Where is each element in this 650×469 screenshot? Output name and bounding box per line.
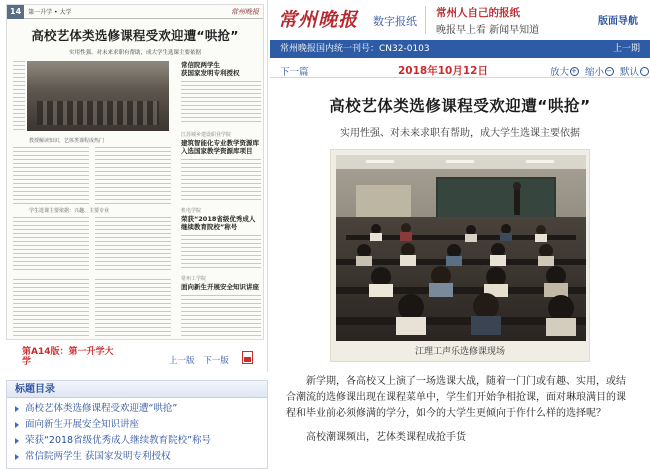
thumb-body <box>11 57 261 340</box>
thumb-text-column <box>13 217 89 273</box>
next-page-link[interactable]: 下一版 <box>203 356 229 366</box>
headline-item[interactable] <box>15 401 267 417</box>
thumb-inline-caption: 教授解读知识，艺体类课程成热门 <box>29 138 105 144</box>
headline-item[interactable] <box>15 433 267 449</box>
minus-icon: − <box>605 67 614 76</box>
article-title: 高校艺体类选修课程受欢迎遭“哄抢” <box>329 97 591 115</box>
thumb-text-column <box>13 61 25 133</box>
zoom-in-label: 放大 <box>550 67 570 78</box>
page-thumbnail-panel <box>0 0 268 372</box>
thumb-text-column <box>13 279 89 337</box>
zoom-controls <box>550 64 649 78</box>
zoom-out-label: 缩小 <box>585 67 605 78</box>
thumb-logo: 常州晚报 <box>231 7 259 16</box>
article-subtitle: 实用性强、对未来求职有帮助，成大学生选课主要依据 <box>340 128 580 139</box>
headline-item-label[interactable]: 荣获“2018省级优秀成人继续教育院校”称号 <box>25 435 212 446</box>
bullet-icon <box>15 454 19 460</box>
plus-icon: + <box>570 67 579 76</box>
thumb-text-column <box>181 235 261 269</box>
thumb-text-column <box>181 295 261 337</box>
bullet-icon <box>15 406 19 412</box>
headline-item[interactable] <box>15 449 267 465</box>
classroom-photo[interactable] <box>336 155 586 341</box>
bullet-icon <box>15 438 19 444</box>
zoom-default-label: 默认 <box>620 67 640 78</box>
article <box>278 82 642 446</box>
headline-item-label[interactable]: 常信院两学生 获国家发明专利授权 <box>25 451 171 462</box>
thumb-inline-caption: 学生选课主要依据：兴趣、主要专业 <box>29 208 110 214</box>
prev-page-link[interactable]: 上一版 <box>169 356 195 366</box>
thumb-text-column <box>13 147 89 205</box>
newspaper-page-thumbnail[interactable] <box>6 4 264 340</box>
page-footer <box>6 344 264 366</box>
thumb-side-title[interactable]: 建筑智能化专业教学资源库 入选国家教学资源库项目 <box>181 139 259 155</box>
slogan-secondary: 晚报早上看 新闻早知道 <box>436 25 540 36</box>
zoom-in-button[interactable] <box>550 64 579 78</box>
issue-info-bar <box>270 40 650 58</box>
thumb-subheadline: 实用性强、对未来求职有帮助，成大学生选课主要依据 <box>68 50 201 56</box>
article-figure <box>330 149 590 362</box>
pdf-icon[interactable] <box>242 351 253 364</box>
thumb-side-title[interactable]: 常信院两学生 获国家发明专利授权 <box>181 61 240 77</box>
slogan-primary: 常州人自己的报纸 <box>436 7 520 19</box>
headline-item-label[interactable]: 高校艺体类选修课程受欢迎遭“哄抢” <box>25 403 178 414</box>
issue-date: 2018年10月12日 <box>398 65 488 77</box>
thumb-headline[interactable]: 高校艺体类选修课程受欢迎遭“哄抢” <box>31 28 239 43</box>
article-subheading: 高校潮课频出，艺体类课程成抢手货 <box>306 432 466 443</box>
next-article-link[interactable]: 下一篇 <box>280 67 309 78</box>
thumb-side-title[interactable]: 荣获“2018省级优秀成人 继续教育院校”称号 <box>181 215 256 231</box>
previous-issue-link[interactable]: 上一期 <box>612 44 640 54</box>
thumb-header <box>7 5 263 19</box>
thumb-page-number: 14 <box>7 5 24 19</box>
thumb-section-name: 第一升学 • 大学 <box>28 9 72 16</box>
headline-list-panel <box>6 380 268 469</box>
headline-item[interactable] <box>15 417 267 433</box>
thumb-side-title[interactable]: 面向新生开展安全知识讲座 <box>181 283 259 291</box>
thumb-side-label: 常州工学院 <box>181 276 207 282</box>
issue-number-text: 常州晚报国内统一刊号：CN32-0103 <box>280 44 430 54</box>
headline-list-title: 标题目录 <box>7 381 267 398</box>
bullet-icon <box>15 422 19 428</box>
article-toolbar <box>270 60 650 78</box>
classroom-photo-image <box>336 155 586 341</box>
article-paragraph: 新学期，各高校又上演了一场选课大战，随着一门门或有趣、实用，或结合潮流的选修课出现在课程菜单中，学生们开始争相抢课，面对琳琅满目的课程和毕业前必须修满的学分，如今的大学生更倾向于作什么样的选择呢？ <box>286 376 626 419</box>
brand-subtitle: 数字报纸 <box>373 15 417 28</box>
thumb-text-column <box>95 217 171 273</box>
thumb-text-column <box>181 159 261 203</box>
newspaper-logo[interactable]: 常州晚报 <box>278 9 359 31</box>
thumb-text-column <box>181 81 261 125</box>
section-navigation-link[interactable]: 版面导航 <box>598 16 638 27</box>
thumb-side-label: 机电学院 <box>181 208 202 214</box>
masthead-divider <box>425 6 426 34</box>
zoom-default-button[interactable] <box>620 64 649 78</box>
zoom-out-button[interactable] <box>585 64 614 78</box>
page-label: 第A14版：第一升学大学 <box>22 347 114 367</box>
thumb-side-label: 江苏城乡建设职业学院 <box>181 132 232 138</box>
headline-item-label[interactable]: 面向新生开展安全知识讲座 <box>25 419 140 430</box>
thumb-text-column <box>95 147 171 205</box>
page-nav <box>169 354 235 366</box>
photo-caption: 江理工声乐选修课现场 <box>414 347 505 357</box>
masthead <box>270 0 650 40</box>
thumb-photo <box>27 61 169 131</box>
reset-icon: · <box>640 67 649 76</box>
headline-list <box>7 398 267 465</box>
thumb-text-column <box>95 279 171 337</box>
